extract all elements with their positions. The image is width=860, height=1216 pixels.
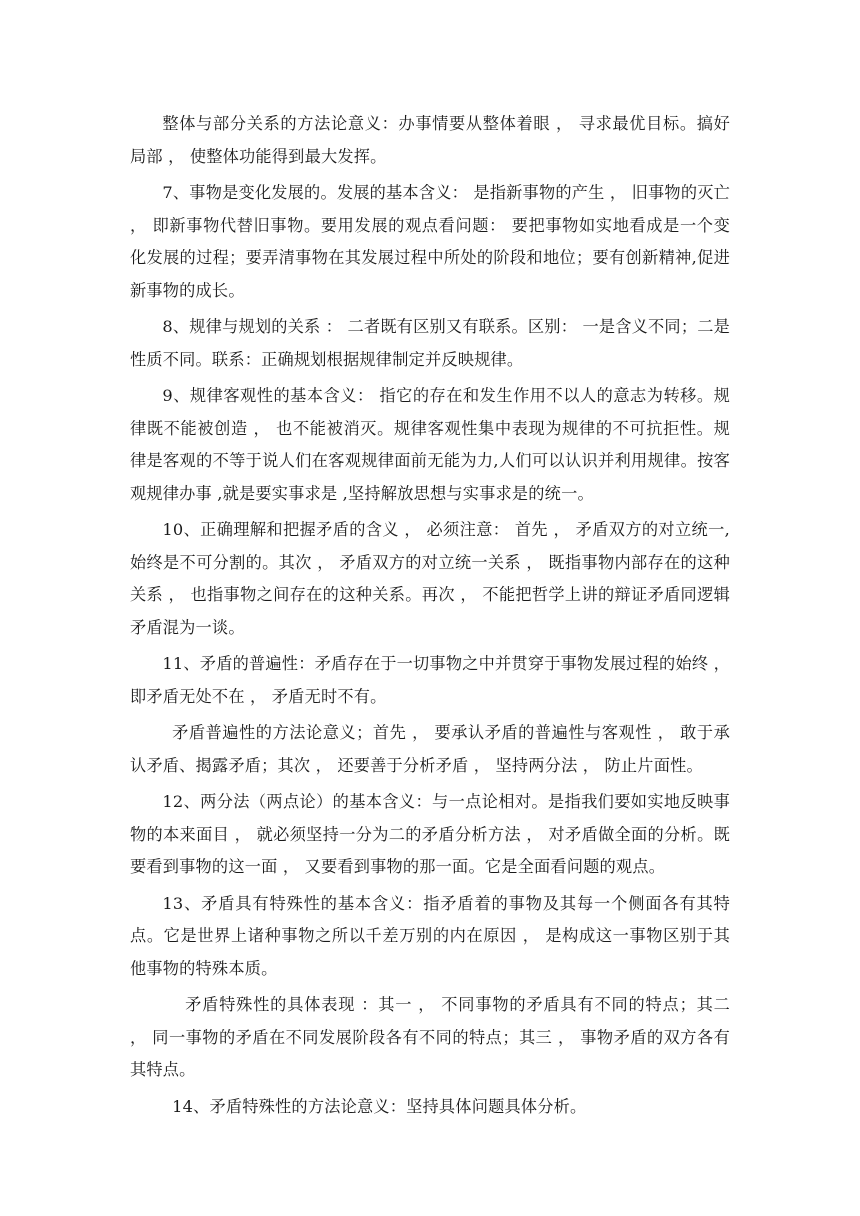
paragraph-9-objectivity-of-law: 9、规律客观性的基本含义： 指它的存在和发生作用不以人的意志为转移。规律既不能被创造 ， 也不能被消灭。规律客观性集中表现为规律的不可抗拒性。规律是客观的不等于说人们在客观规律面前无能为力,人们可以认识并利用规律。按客观规律办事 ,就是要实事求是 ,坚持解放思想与实事求是的统一。	[130, 386, 730, 503]
paragraph-12-two-point-theory: 12、两分法（两点论）的基本含义：与一点论相对。是指我们要如实地反映事物的本来面目 ， 就必须坚持一分为二的矛盾分析方法 ， 对矛盾做全面的分析。既要看到事物的这一面 ， 又要看到事物的那一面。它是全面看问题的观点。	[130, 792, 730, 876]
paragraph-11-universality: 11、矛盾的普遍性：矛盾存在于一切事物之中并贯穿于事物发展过程的始终 ， 即矛盾无处不在 ， 矛盾无时不有。	[130, 654, 730, 706]
paragraph-13-particularity: 13、矛盾具有特殊性的基本含义：指矛盾着的事物及其每一个侧面各有其特点。它是世界上诸种事物之所以千差万别的内在原因 ， 是构成这一事物区别于其他事物的特殊本质。	[130, 893, 730, 978]
paragraph-14-particularity-methodology: 14、矛盾特殊性的方法论意义：坚持具体问题具体分析。	[172, 1096, 587, 1116]
document-body	[130, 108, 730, 1127]
paragraph-whole-and-part: 整体与部分关系的方法论意义：办事情要从整体着眼 ， 寻求最优目标。搞好局部 ， 使整体功能得到最大发挥。	[130, 114, 730, 166]
paragraph-7-development: 7、事物是变化发展的。发展的基本含义： 是指新事物的产生 ， 旧事物的灭亡 ， 即新事物代替旧事物。要用发展的观点看问题： 要把事物如实地看成是一个变化发展的过程；要弄清事物在其发展过程中所处的阶段和地位；要有创新精神,促进新事物的成长。	[130, 183, 730, 300]
paragraph-universality-methodology: 矛盾普遍性的方法论意义；首先 ， 要承认矛盾的普遍性与客观性 ， 敢于承认矛盾、揭露矛盾；其次 ， 还要善于分析矛盾 ， 坚持两分法 ， 防止片面性。	[130, 723, 730, 775]
paragraph-8-law-and-plan: 8、规律与规划的关系 ： 二者既有区别又有联系。区别： 一是含义不同；二是性质不同。联系：正确规划根据规律制定并反映规律。	[130, 317, 730, 369]
paragraph-particularity-manifestation: 矛盾特殊性的具体表现 ：其一 ， 不同事物的矛盾具有不同的特点；其二 ， 同一事物的矛盾在不同发展阶段各有不同的特点；其三 ， 事物矛盾的双方各有其特点。	[130, 995, 730, 1079]
paragraph-10-contradiction-meaning: 10、正确理解和把握矛盾的含义 ， 必须注意： 首先 ， 矛盾双方的对立统一,始终是不可分割的。其次 ， 矛盾双方的对立统一关系 ， 既指事物内部存在的这种关系 ， 也指事物之间存在的这种关系。再次 ， 不能把哲学上讲的辩证矛盾同逻辑矛盾混为一谈。	[130, 520, 730, 637]
